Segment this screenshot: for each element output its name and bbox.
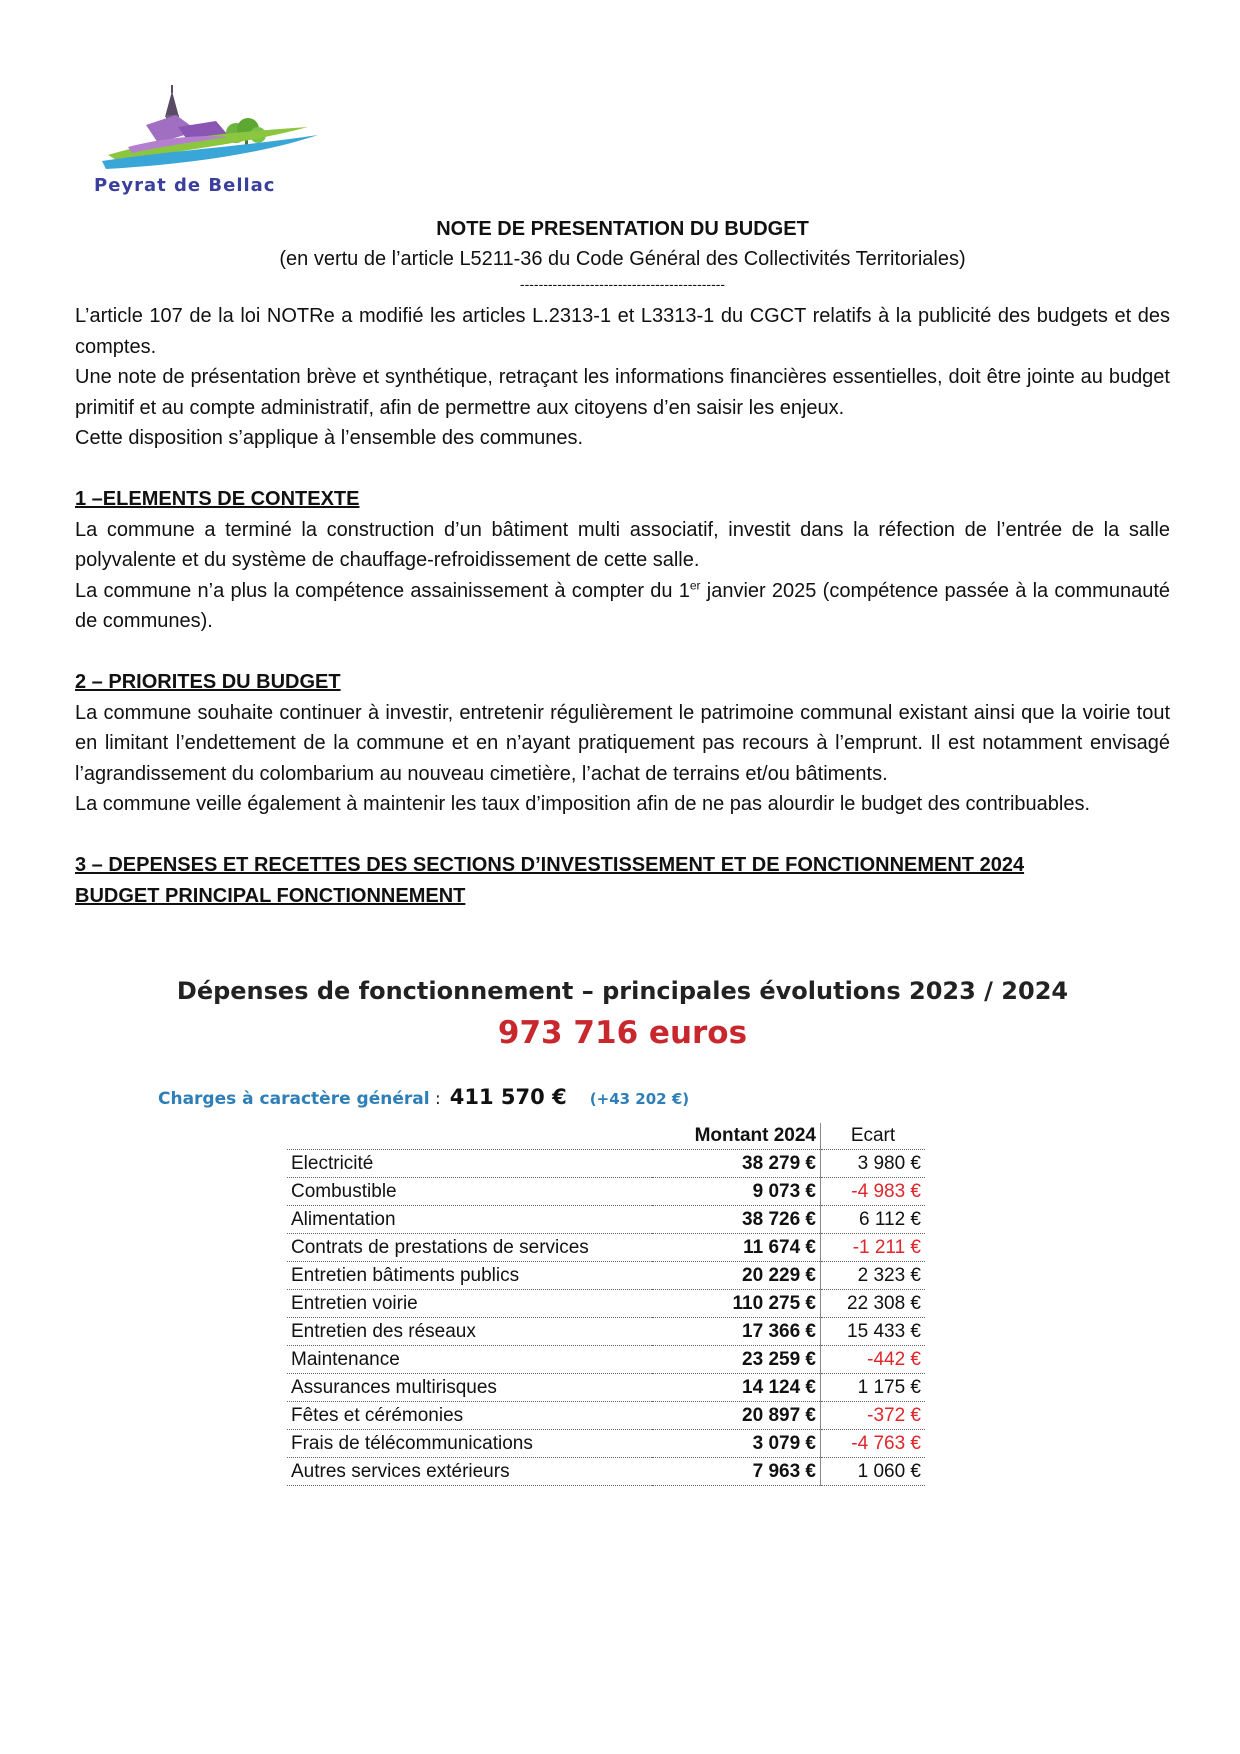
row-label: Maintenance: [287, 1346, 652, 1374]
row-ecart: 1 060 €: [821, 1458, 926, 1486]
row-ecart: 22 308 €: [821, 1290, 926, 1318]
page-title: NOTE DE PRESENTATION DU BUDGET: [436, 218, 809, 240]
table-row: [287, 1458, 925, 1486]
charges-delta: (+43 202 €): [589, 1090, 690, 1108]
row-montant: 14 124 €: [652, 1374, 821, 1402]
row-label: Autres services extérieurs: [287, 1458, 652, 1486]
section-1-paragraph-1: La commune a terminé la construction d’un bâtiment multi associatif, investit dans la réfection de l’entrée de la salle polyvalente et du système de chauffage-refroidissement de cette salle.: [75, 518, 1170, 571]
charges-amount: 411 570 €: [449, 1085, 567, 1109]
row-montant: 20 897 €: [652, 1402, 821, 1430]
row-label: Entretien des réseaux: [287, 1318, 652, 1346]
intro-paragraph-2: Une note de présentation brève et synthétique, retraçant les informations financières essentielles, doit être jointe au budget primitif et au compte administratif, afin de permettre aux citoyens d’en saisir les enjeux.: [75, 366, 1170, 419]
row-label: Entretien bâtiments publics: [287, 1262, 652, 1290]
row-montant: 110 275 €: [652, 1290, 821, 1318]
intro-paragraph-3: Cette disposition s’applique à l’ensemble des communes.: [75, 427, 584, 449]
table-row: [287, 1150, 925, 1178]
row-ecart: -1 211 €: [821, 1234, 926, 1262]
row-montant: 23 259 €: [652, 1346, 821, 1374]
row-label: Electricité: [287, 1150, 652, 1178]
table-row: [287, 1234, 925, 1262]
section-3-subheading: BUDGET PRINCIPAL FONCTIONNEMENT: [75, 884, 466, 907]
row-ecart: 1 175 €: [821, 1374, 926, 1402]
table-row: [287, 1346, 925, 1374]
row-montant: 38 279 €: [652, 1150, 821, 1178]
row-ecart: 3 980 €: [821, 1150, 926, 1178]
row-montant: 17 366 €: [652, 1318, 821, 1346]
separator-line: --------------------------------------------: [519, 276, 726, 292]
table-row: [287, 1374, 925, 1402]
row-ecart: -4 763 €: [821, 1430, 926, 1458]
row-ecart: -4 983 €: [821, 1178, 926, 1206]
section-3-heading: 3 – DEPENSES ET RECETTES DES SECTIONS D’INVESTISSEMENT ET DE FONCTIONNEMENT 2024: [75, 854, 1025, 876]
charges-label: Charges à caractère général: [158, 1089, 430, 1109]
header-montant: Montant 2024: [694, 1125, 816, 1146]
table-row: [287, 1290, 925, 1318]
row-ecart: -372 €: [821, 1402, 926, 1430]
logo-text: Peyrat de Bellac: [94, 175, 276, 196]
logo: [88, 85, 338, 203]
row-ecart: -442 €: [821, 1346, 926, 1374]
section-1-heading: 1 –ELEMENTS DE CONTEXTE: [75, 488, 360, 510]
row-label: Fêtes et cérémonies: [287, 1402, 652, 1430]
slide-total: 973 716 euros: [497, 1015, 748, 1051]
row-montant: 9 073 €: [652, 1178, 821, 1206]
document-body: [75, 301, 1170, 911]
table-row: [287, 1402, 925, 1430]
page-subtitle: (en vertu de l’article L5211-36 du Code Général des Collectivités Territoriales): [279, 248, 966, 270]
intro-paragraph-1: L’article 107 de la loi NOTRe a modifié les articles L.2313-1 et L3313-1 du CGCT relatifs à la publicité des budgets et des comptes.: [75, 305, 1170, 358]
row-ecart: 6 112 €: [821, 1206, 926, 1234]
village-logo-icon: [88, 85, 338, 177]
row-montant: 7 963 €: [652, 1458, 821, 1486]
slide-title: Dépenses de fonctionnement – principales évolutions 2023 / 2024: [176, 977, 1069, 1005]
row-label: Contrats de prestations de services: [287, 1234, 652, 1262]
row-montant: 20 229 €: [652, 1262, 821, 1290]
row-label: Assurances multirisques: [287, 1374, 652, 1402]
row-montant: 3 079 €: [652, 1430, 821, 1458]
row-label: Entretien voirie: [287, 1290, 652, 1318]
table-row: [287, 1178, 925, 1206]
row-ecart: 2 323 €: [821, 1262, 926, 1290]
budget-rows: [287, 1150, 925, 1486]
row-montant: 11 674 €: [652, 1234, 821, 1262]
row-label: Frais de télécommunications: [287, 1430, 652, 1458]
charges-summary: [158, 1085, 689, 1109]
table-row: [287, 1318, 925, 1346]
row-label: Combustible: [287, 1178, 652, 1206]
table-row: [287, 1262, 925, 1290]
header-ecart: Ecart: [821, 1123, 926, 1150]
section-1-paragraph-2: La commune n’a plus la compétence assainissement à compter du 1er janvier 2025 (compétence passée à la communauté de communes).: [75, 577, 1170, 632]
table-row: [287, 1206, 925, 1234]
row-montant: 38 726 €: [652, 1206, 821, 1234]
row-label: Alimentation: [287, 1206, 652, 1234]
charges-colon: :: [429, 1089, 441, 1109]
header-label: [287, 1123, 652, 1150]
title-block: [75, 214, 1170, 294]
section-2-paragraph-1: La commune souhaite continuer à investir, entretenir régulièrement le patrimoine communal existant ainsi que la voirie tout en limitant l’endettement de la commune et en n’ayant pratiquement pas recours à l’emprunt. Il est notamment envisagé l’agrandissement du colombarium au nouveau cimetière, l’achat de terrains et/ou bâtiments.: [75, 701, 1170, 785]
section-2-heading: 2 – PRIORITES DU BUDGET: [75, 671, 341, 693]
budget-table: [287, 1123, 925, 1486]
table-header-row: [287, 1123, 925, 1150]
section-2-paragraph-2: La commune veille également à maintenir les taux d’imposition afin de ne pas alourdir le budget des contribuables.: [75, 793, 1091, 815]
table-row: [287, 1430, 925, 1458]
row-ecart: 15 433 €: [821, 1318, 926, 1346]
